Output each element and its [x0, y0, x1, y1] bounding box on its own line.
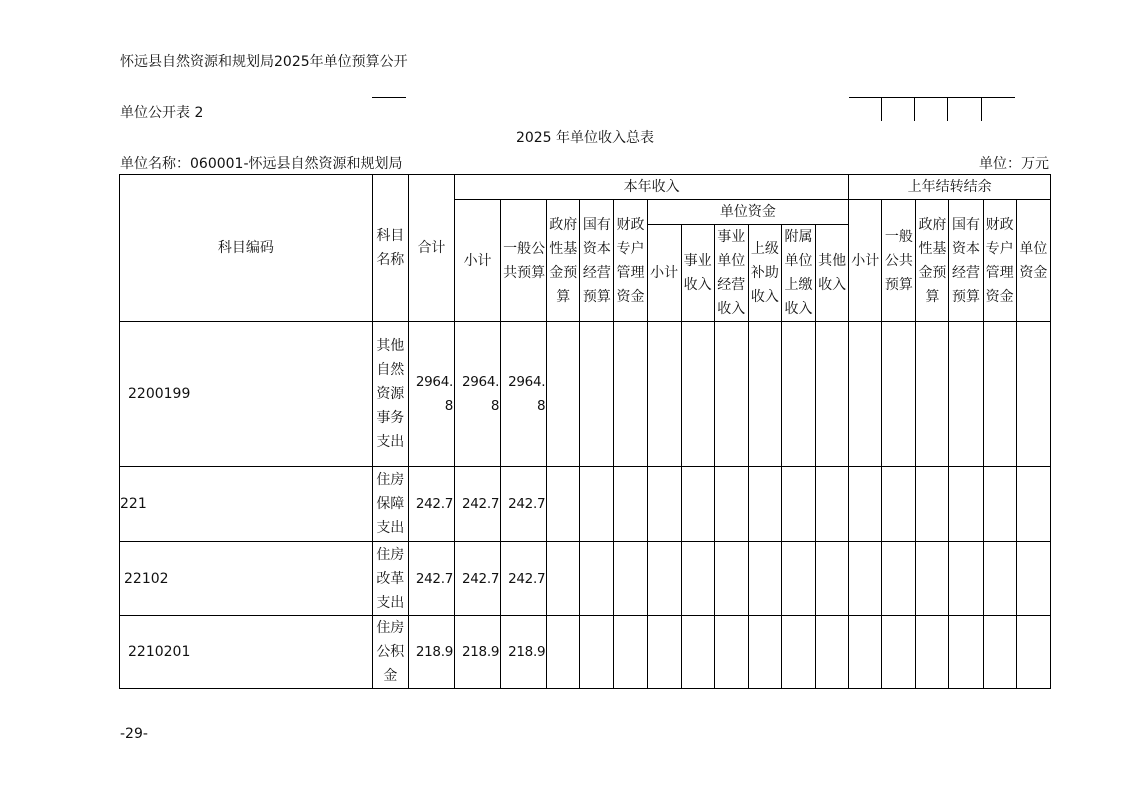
row-general: 2964.8	[501, 322, 547, 467]
row-subtotal: 242.7	[455, 467, 501, 542]
col-prev-fiscal-special: 财政专户管理资金	[983, 200, 1016, 322]
col-gov-fund: 政府性基金预算	[547, 200, 580, 322]
row-code: 22102	[120, 542, 373, 616]
col-unit-subtotal: 小计	[647, 225, 681, 322]
decorative-line	[849, 97, 1015, 98]
col-state-capital: 国有资本经营预算	[580, 200, 614, 322]
table-row	[120, 542, 1051, 616]
row-general: 218.9	[501, 616, 547, 689]
document-header: 怀远县自然资源和规划局2025年单位预算公开	[120, 54, 408, 70]
row-code: 221	[120, 467, 373, 542]
col-current-year: 本年收入	[455, 175, 849, 200]
col-superior-subsidy: 上级补助收入	[748, 225, 781, 322]
row-general: 242.7	[501, 467, 547, 542]
row-name: 住房公积金	[372, 616, 408, 689]
row-total: 242.7	[408, 467, 454, 542]
table-row	[120, 616, 1051, 689]
row-subtotal: 218.9	[455, 616, 501, 689]
decorative-tick	[914, 97, 915, 121]
col-prev-year: 上年结转结余	[849, 175, 1051, 200]
table-label: 单位公开表 2	[120, 105, 204, 121]
unit-name: 单位名称：060001-怀远县自然资源和规划局	[120, 156, 403, 172]
col-business-income: 事业收入	[681, 225, 714, 322]
col-operating-income: 事业单位经营收入	[714, 225, 748, 322]
col-name: 科目名称	[372, 175, 408, 322]
decorative-tick	[881, 97, 882, 121]
decorative-line	[372, 97, 406, 98]
col-subtotal: 小计	[455, 200, 501, 322]
table-row	[120, 322, 1051, 467]
row-subtotal: 2964.8	[455, 322, 501, 467]
col-code: 科目编码	[120, 175, 373, 322]
row-subtotal: 242.7	[455, 542, 501, 616]
unit-label: 单位：万元	[979, 156, 1049, 172]
row-general: 242.7	[501, 542, 547, 616]
row-code: 2210201	[120, 616, 373, 689]
row-code: 2200199	[120, 322, 373, 467]
col-prev-general: 一般公共预算	[882, 200, 916, 322]
col-prev-state-capital: 国有资本经营预算	[949, 200, 983, 322]
row-total: 2964.8	[408, 322, 454, 467]
col-prev-unit-funds: 单位资金	[1016, 200, 1050, 322]
header-row	[120, 175, 1051, 200]
row-total: 218.9	[408, 616, 454, 689]
col-total: 合计	[408, 175, 454, 322]
col-general-budget: 一般公共预算	[501, 200, 547, 322]
decorative-tick	[981, 97, 982, 121]
col-fiscal-special: 财政专户管理资金	[614, 200, 647, 322]
table-row	[120, 467, 1051, 542]
col-other-income: 其他收入	[816, 225, 849, 322]
col-affiliated-payment: 附属单位上缴收入	[781, 225, 815, 322]
row-name: 住房改革支出	[372, 542, 408, 616]
col-prev-subtotal: 小计	[849, 200, 882, 322]
income-summary-table	[119, 174, 1051, 689]
row-name: 住房保障支出	[372, 467, 408, 542]
decorative-tick	[947, 97, 948, 121]
row-name: 其他自然资源事务支出	[372, 322, 408, 467]
col-prev-gov-fund: 政府性基金预算	[916, 200, 949, 322]
page-number: -29-	[120, 726, 148, 742]
table-title: 2025 年单位收入总表	[515, 130, 655, 146]
row-total: 242.7	[408, 542, 454, 616]
col-unit-funds: 单位资金	[647, 200, 849, 225]
